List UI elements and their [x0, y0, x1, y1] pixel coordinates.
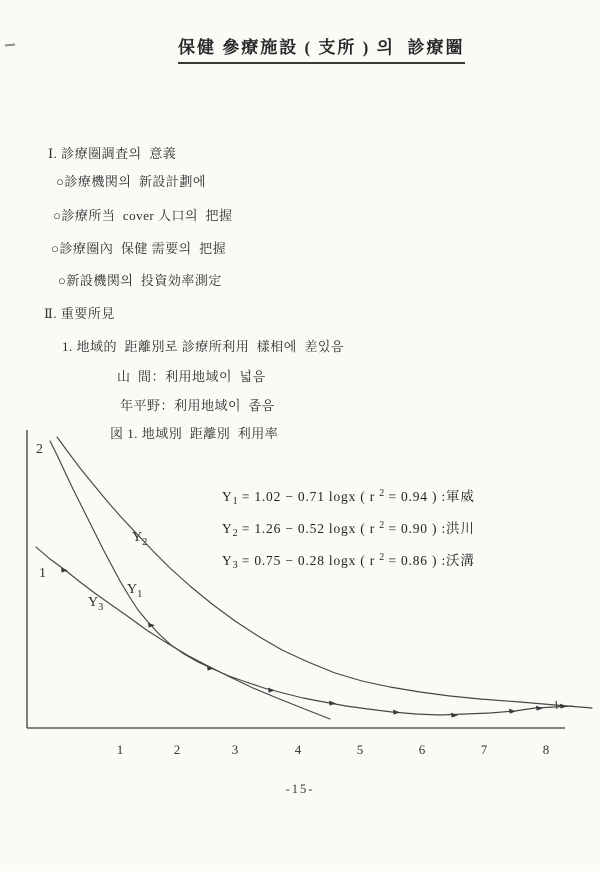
section-heading-2: Ⅱ. 重要所見 — [44, 306, 115, 321]
x-tick-label-5: 5 — [356, 742, 364, 757]
eq3-sup: 2 — [379, 552, 385, 563]
data-marker-Y1 — [268, 688, 275, 693]
curve-label-Y1: $Y_1$ — [127, 582, 143, 600]
data-marker-Y1 — [148, 623, 155, 628]
eq3-base: Y — [222, 553, 233, 568]
eq2-base: Y — [222, 521, 233, 536]
x-tick-label-1: 1 — [116, 742, 124, 757]
axis-value-label-2: 2 — [36, 442, 43, 457]
eq1-sub: 1 — [232, 496, 238, 507]
bullet-health-demand: ○診療圈內 保健 需要의 把握 — [51, 241, 227, 256]
figure-caption: 図 1. 地域別 距離別 利用率 — [110, 426, 279, 441]
eq3-mid: = 0.75 − 0.28 logx ( r — [237, 553, 380, 568]
x-tick-label-4: 4 — [294, 742, 302, 757]
eq1-sup: 2 — [379, 488, 385, 499]
data-marker-Y1 — [451, 713, 458, 718]
curve-label-Y3: $Y_3$ — [88, 595, 104, 613]
eq3-tail: = 0.86 ) :沃溝 — [384, 553, 475, 568]
page-number: -15- — [285, 782, 315, 796]
figure-chart — [0, 430, 600, 771]
eq3-sub: 3 — [232, 560, 238, 571]
curve-Y1 — [50, 441, 572, 715]
section-heading-1: Ⅰ. 診療圈調査의 意義 — [48, 146, 177, 161]
data-marker-Y1 — [329, 701, 336, 706]
eq2-sub: 2 — [232, 528, 238, 539]
eq1-tail: = 0.94 ) :軍威 — [384, 489, 475, 504]
mountain-note: 山 間：利用地域이 넓음 — [117, 369, 266, 384]
page-title: 保健 參療施設 ( 支所 ) 의 診療圈 — [178, 33, 465, 64]
scan-artifact-dash — [5, 43, 15, 46]
axis-value-label-1: 1 — [39, 566, 46, 581]
x-tick-label-6: 6 — [418, 742, 426, 757]
curve-end-tick-Y1 — [556, 701, 557, 709]
data-marker-Y1 — [560, 704, 567, 709]
bullet-cover-population: ○診療所当 cover 人口의 把握 — [53, 208, 233, 223]
bullet-new-plan: ○診療機関의 新設計劃에 — [56, 174, 206, 189]
x-tick-label-3: 3 — [231, 742, 239, 757]
finding-1: 1. 地域的 距離別로 診療所利用 樣相에 差있음 — [62, 339, 344, 354]
x-tick-label-8: 8 — [542, 742, 550, 757]
eq2-sup: 2 — [379, 520, 385, 531]
data-marker-Y1 — [536, 706, 543, 711]
curve-Y2 — [57, 437, 592, 708]
eq2-mid: = 1.26 − 0.52 logx ( r — [237, 521, 380, 536]
data-marker-Y1 — [393, 710, 400, 715]
curve-label-Y2: $Y_2$ — [132, 530, 148, 548]
eq1-base: Y — [222, 489, 233, 504]
x-tick-label-2: 2 — [173, 742, 181, 757]
x-tick-label-7: 7 — [480, 742, 488, 757]
bullet-investment-efficiency: ○新設機関의 投資効率測定 — [58, 273, 222, 288]
data-marker-Y1 — [509, 709, 516, 714]
plain-note: 年平野：利用地域이 좁음 — [120, 398, 275, 413]
eq2-tail: = 0.90 ) :洪川 — [384, 521, 475, 536]
eq1-mid: = 1.02 − 0.71 logx ( r — [237, 489, 380, 504]
